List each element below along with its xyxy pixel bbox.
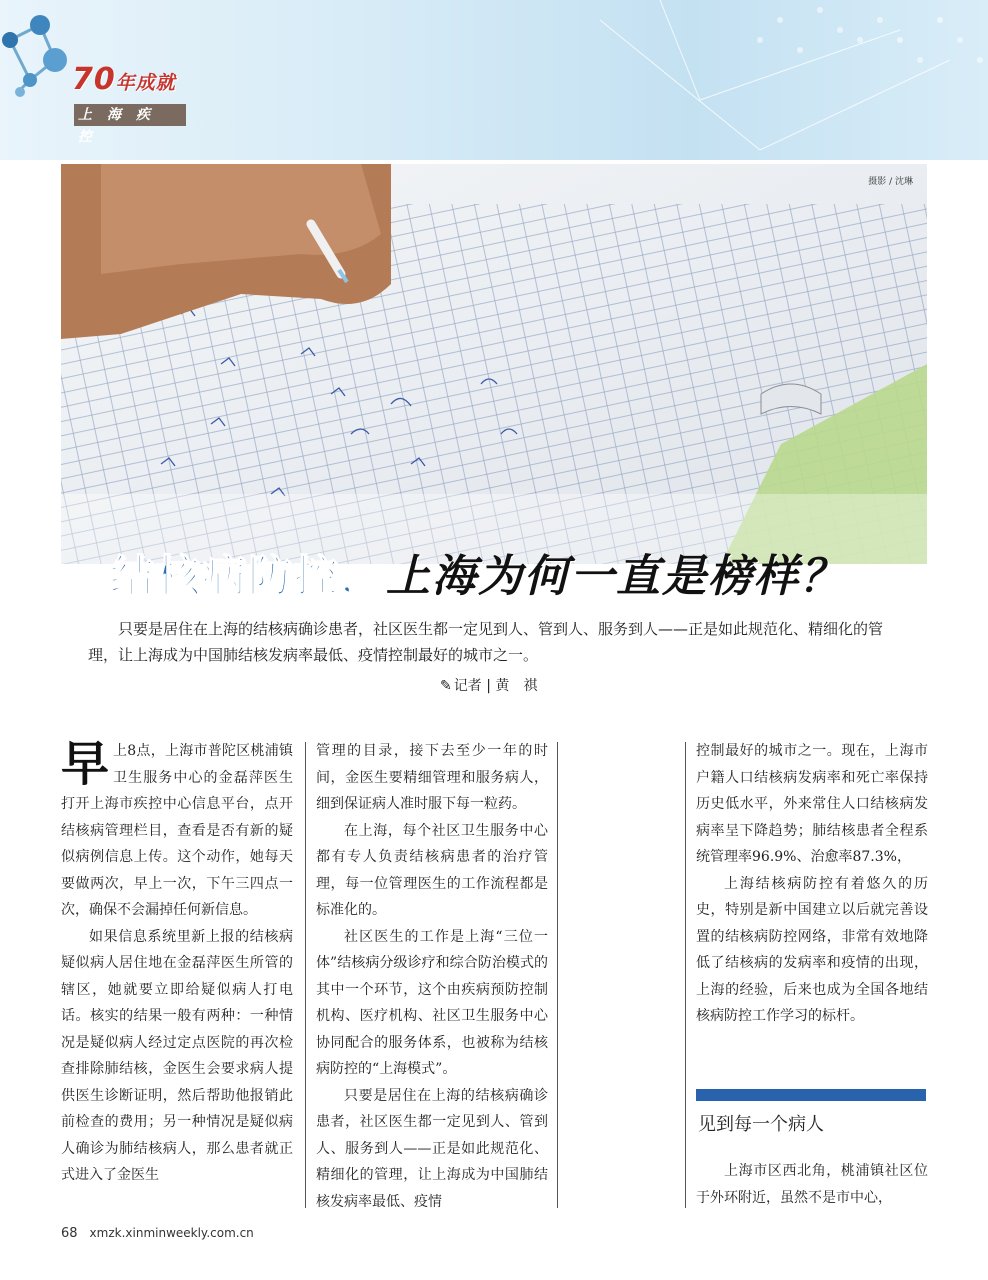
section-bar — [696, 1089, 926, 1101]
article-title — [110, 540, 910, 604]
byline-label: 记者 — [453, 678, 482, 694]
article-title-part2: 上海为何一直是榜样？ — [386, 551, 846, 602]
paragraph: 只要是居住在上海的结核病确诊患者，社区医生都一定见到人、管到人、服务到人——正是如此规范化、精细化的管理，让上海成为中国肺结核发病率最低、疫情 — [316, 1087, 548, 1210]
section-heading: 见到每一个病人 — [698, 1114, 824, 1135]
body-column-1 — [61, 738, 293, 1189]
pen-icon: ✎ — [440, 678, 452, 694]
body-column-2 — [316, 738, 548, 1215]
paragraph: 早上8点，上海市普陀区桃浦镇卫生服务中心的金磊萍医生打开上海市疾控中心信息平台，点开结核病管理栏目，查看是否有新的疑似病例信息上传。这个动作，她每天要做两次，早上一次，下午三四点一次，确保不会漏掉任何新信息。 — [61, 736, 293, 918]
drop-cap: 早 — [61, 736, 110, 792]
paragraph: 管理的目录，接下去至少一年的时间，金医生要精细管理和服务病人，细到保证病人准时服下每一粒药。 — [316, 743, 548, 812]
paragraph: 在上海，每个社区卫生服务中心都有专人负责结核病患者的治疗管理，每一位管理医生的工作流程都是标准化的。 — [316, 822, 548, 918]
page-footer — [61, 1226, 254, 1241]
site-url: xmzk.xinminweekly.com.cn — [89, 1226, 254, 1240]
column-divider — [557, 742, 558, 1208]
paragraph: 上海结核病防控有着悠久的历史，特别是新中国建立以后就完善设置的结核病防控网络，非常有效地降低了结核病的发病率和疫情的出现，上海的经验，后来也成为全国各地结核病防控工作学习的标杆。 — [696, 875, 928, 1024]
article-lead: 只要是居住在上海的结核病确诊患者，社区医生都一定见到人、管到人、服务到人——正是如此规范化、精细化的管理，让上海成为中国肺结核发病率最低、疫情控制最好的城市之一。 — [88, 620, 884, 664]
paragraph: 控制最好的城市之一。现在，上海市户籍人口结核病发病率和死亡率保持历史低水平，外来常住人口结核病发病率呈下降趋势；肺结核患者全程系统管理率96.9%、治愈率87.3%， — [696, 743, 928, 865]
paragraph: 社区医生的工作是上海“三位一体”结核病分级诊疗和综合防治模式的其中一个环节，这个由疾病预防控制机构、医疗机构、社区卫生服务中心协同配合的服务体系，也被称为结核病防控的“上海模式”。 — [316, 928, 548, 1077]
column-divider — [685, 742, 686, 1208]
byline — [440, 675, 537, 695]
header-banner — [0, 0, 988, 160]
body-column-3-continued — [696, 1158, 928, 1211]
article-title-part1: 结核病防控， — [110, 551, 386, 602]
page-number: 68 — [61, 1226, 78, 1241]
series-subtitle: 上海疾控 — [74, 104, 186, 126]
byline-name: 黄 祺 — [495, 678, 538, 694]
body-column-3 — [696, 738, 928, 1030]
paragraph: 如果信息系统里新上报的结核病疑似病人居住地在金磊萍医生所管的辖区，她就要立即给疑似病人打电话。核实的结果一般有两种：一种情况是疑似病人经过定点医院的再次检查排除肺结核，金医生会要求病人提供医生诊断证明，然后帮助他报销此前检查的费用；另一种情况是疑似病人确诊为肺结核病人，那么患者就正式进入了金医生 — [61, 928, 293, 1183]
byline-separator: | — [486, 678, 491, 694]
column-divider — [305, 742, 306, 1208]
hero-photo — [61, 164, 927, 564]
paragraph: 上海市区西北角，桃浦镇社区位于外环附近，虽然不是市中心， — [696, 1163, 928, 1206]
register-form-illustration — [61, 164, 927, 564]
photo-credit: 摄影 / 沈琳 — [868, 177, 913, 187]
series-logo: 70年成就 — [72, 62, 176, 97]
